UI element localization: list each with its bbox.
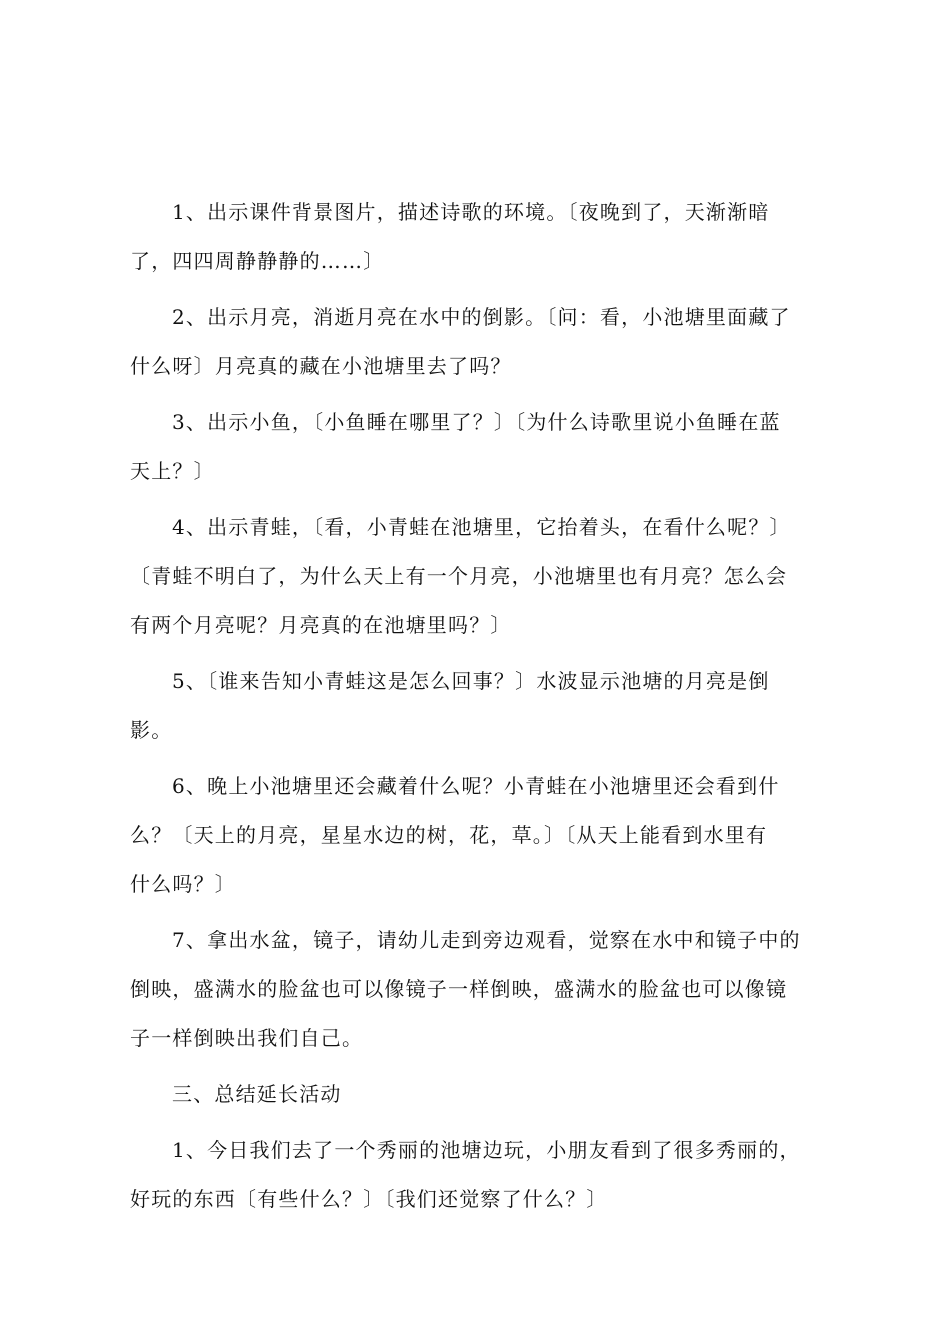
paragraph-step-7 [130, 916, 830, 1063]
paragraph-line: 么？〔天上的月亮，星星水边的树，花，草。〕〔从天上能看到水里有 [130, 823, 768, 847]
paragraph-step-5 [130, 657, 830, 755]
paragraph-line: 倒映，盛满水的脸盆也可以像镜子一样倒映，盛满水的脸盆也可以像镜 [130, 977, 788, 1001]
paragraph-line: 7、拿出水盆，镜子，请幼儿走到旁边观看，觉察在水中和镜子中的 [172, 928, 801, 952]
paragraph-step-2 [130, 293, 830, 391]
paragraph-line: 天上？〕 [130, 459, 215, 483]
paragraph-line: 有两个月亮呢？月亮真的在池塘里吗？〕 [130, 613, 512, 637]
paragraph-line: 3、出示小鱼，〔小鱼睡在哪里了？〕〔为什么诗歌里说小鱼睡在蓝 [172, 410, 781, 434]
section-heading-text: 三、总结延长活动 [172, 1082, 342, 1106]
paragraph-line: 6、晚上小池塘里还会藏着什么呢？小青蛙在小池塘里还会看到什 [172, 774, 780, 798]
paragraph-line: 4、出示青蛙，〔看，小青蛙在池塘里，它抬着头，在看什么呢？〕 [172, 515, 791, 539]
section-heading [130, 1070, 830, 1119]
paragraph-line: 影。 [130, 718, 173, 742]
paragraph-step-3 [130, 398, 830, 496]
paragraph-line: 5、〔谁来告知小青蛙这是怎么回事？〕水波显示池塘的月亮是倒 [172, 669, 770, 693]
paragraph-line: 2、出示月亮，消逝月亮在水中的倒影。〔问：看，小池塘里面藏了 [172, 305, 791, 329]
paragraph-step-4 [130, 503, 830, 650]
paragraph-line: 1、出示课件背景图片，描述诗歌的环境。〔夜晚到了，天渐渐暗 [172, 200, 770, 224]
paragraph-line: 好玩的东西〔有些什么？〕〔我们还觉察了什么？〕 [130, 1187, 608, 1211]
paragraph-summary-1 [130, 1126, 830, 1224]
paragraph-line: 什么吗？〕 [130, 872, 236, 896]
paragraph-line: 子一样倒映出我们自己。 [130, 1026, 364, 1050]
paragraph-step-1 [130, 188, 830, 286]
paragraph-step-6 [130, 762, 830, 909]
paragraph-line: 什么呀〕月亮真的藏在小池塘里去了吗？ [130, 354, 512, 378]
paragraph-line: 〔青蛙不明白了，为什么天上有一个月亮，小池塘里也有月亮？怎么会 [130, 564, 788, 588]
paragraph-line: 了，四四周静静静的……〕 [130, 249, 385, 273]
document-body [130, 188, 830, 1231]
paragraph-line: 1、今日我们去了一个秀丽的池塘边玩，小朋友看到了很多秀丽的， [172, 1138, 801, 1162]
